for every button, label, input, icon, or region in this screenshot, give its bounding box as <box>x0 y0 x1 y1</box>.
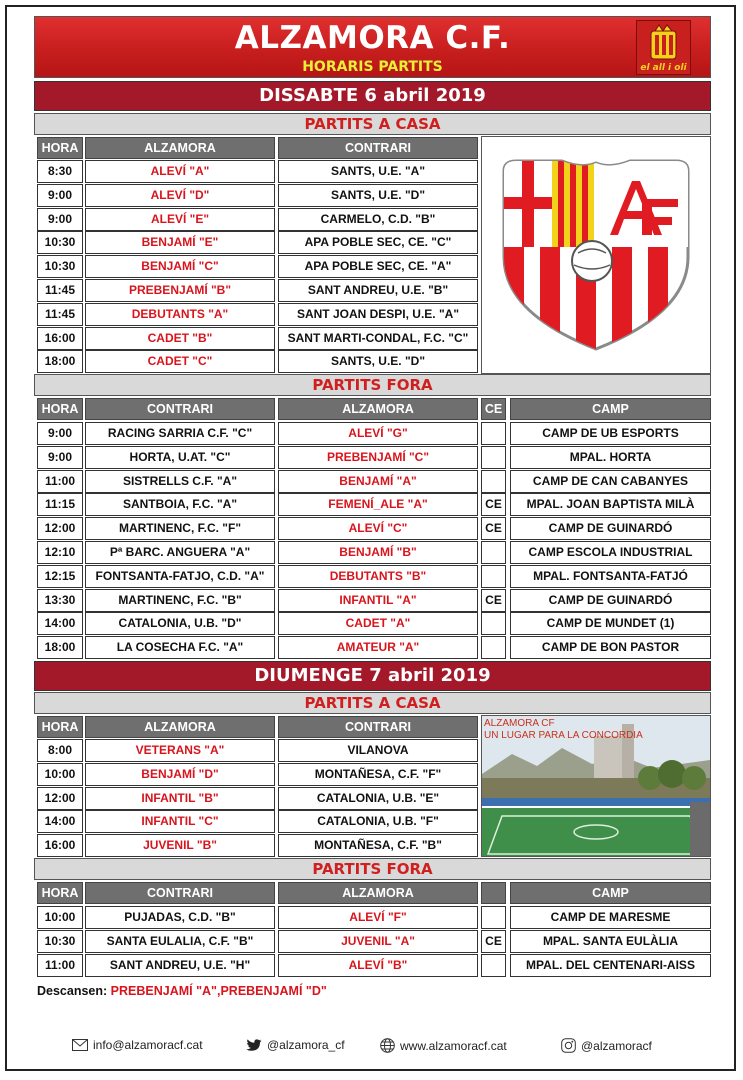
footer-twitter[interactable] <box>246 1038 345 1052</box>
sun-home-header-2: CONTRARI <box>278 716 478 738</box>
club-header <box>34 16 711 78</box>
sat-away-row-1-col-0: 9:00 <box>37 446 83 469</box>
sat-away-row-5-col-2: BENJAMÍ "B" <box>278 541 478 564</box>
mail-icon <box>72 1039 88 1051</box>
sat-away-header-3: CE <box>481 398 506 420</box>
sat-home-row-3-col-0: 10:30 <box>37 231 83 254</box>
sat-away-row-5-col-3 <box>481 541 506 564</box>
sun-home-header-1: ALZAMORA <box>85 716 275 738</box>
sat-away-row-0-col-4: CAMP DE UB ESPORTS <box>510 422 711 445</box>
footer-website[interactable] <box>380 1038 507 1053</box>
footer-instagram[interactable] <box>561 1038 652 1053</box>
sat-away-row-8-col-0: 14:00 <box>37 612 83 635</box>
sat-away-row-1-col-4: MPAL. HORTA <box>510 446 711 469</box>
club-title: ALZAMORA C.F. <box>234 20 511 56</box>
sat-away-row-3-col-0: 11:15 <box>37 493 83 516</box>
sat-away-row-0-col-0: 9:00 <box>37 422 83 445</box>
sat-away-row-6-col-4: MPAL. FONTSANTA-FATJÓ <box>510 565 711 588</box>
sun-home-row-1-col-2: MONTAÑESA, C.F. "F" <box>278 763 478 786</box>
saturday-away-title: PARTITS FORA <box>34 374 711 396</box>
sat-home-row-3-col-2: APA POBLE SEC, CE. "C" <box>278 231 478 254</box>
sat-home-row-7-col-2: SANT MARTI-CONDAL, F.C. "C" <box>278 327 478 350</box>
sun-away-header-1: CONTRARI <box>85 882 275 904</box>
sun-away-header-4: CAMP <box>510 882 711 904</box>
sat-away-row-8-col-3 <box>481 612 506 635</box>
sat-home-row-8-col-1: CADET "C" <box>85 350 275 373</box>
sun-away-row-0-col-0: 10:00 <box>37 906 83 929</box>
sat-home-row-0-col-1: ALEVÍ "A" <box>85 160 275 183</box>
sat-away-row-3-col-1: SANTBOIA, F.C. "A" <box>85 493 275 516</box>
sat-away-row-4-col-4: CAMP DE GUINARDÓ <box>510 517 711 540</box>
saturday-home-title: PARTITS A CASA <box>34 113 711 135</box>
sat-away-row-6-col-3 <box>481 565 506 588</box>
sat-away-row-6-col-0: 12:15 <box>37 565 83 588</box>
twitter-handle: @alzamora_cf <box>267 1038 345 1052</box>
sat-home-row-8-col-0: 18:00 <box>37 350 83 373</box>
sun-home-row-0-col-1: VETERANS "A" <box>85 739 275 762</box>
instagram-handle: @alzamoracf <box>581 1038 652 1053</box>
sat-home-row-2-col-1: ALEVÍ "E" <box>85 208 275 231</box>
sat-away-row-0-col-1: RACING SARRIA C.F. "C" <box>85 422 275 445</box>
sat-home-row-5-col-0: 11:45 <box>37 279 83 302</box>
sun-away-row-0-col-4: CAMP DE MARESME <box>510 906 711 929</box>
sun-away-row-1-col-0: 10:30 <box>37 930 83 953</box>
sun-home-row-1-col-0: 10:00 <box>37 763 83 786</box>
sun-home-row-4-col-0: 16:00 <box>37 834 83 857</box>
sat-home-row-6-col-2: SANT JOAN DESPI, U.E. "A" <box>278 303 478 326</box>
schedule-subtitle: HORARIS PARTITS <box>302 59 443 75</box>
sat-away-row-8-col-2: CADET "A" <box>278 612 478 635</box>
photo-caption-slogan: UN LUGAR PARA LA CONCORDIA <box>484 730 643 741</box>
sat-away-row-7-col-2: INFANTIL "A" <box>278 589 478 612</box>
sun-home-row-4-col-1: JUVENIL "B" <box>85 834 275 857</box>
sat-home-row-5-col-1: PREBENJAMÍ "B" <box>85 279 275 302</box>
sun-away-row-1-col-4: MPAL. SANTA EULÀLIA <box>510 930 711 953</box>
sat-home-row-8-col-2: SANTS, U.E. "D" <box>278 350 478 373</box>
sat-home-row-4-col-2: APA POBLE SEC, CE. "A" <box>278 255 478 278</box>
sat-away-row-4-col-2: ALEVÍ "C" <box>278 517 478 540</box>
sat-away-row-0-col-2: ALEVÍ "G" <box>278 422 478 445</box>
sat-home-row-6-col-1: DEBUTANTS "A" <box>85 303 275 326</box>
sat-home-row-7-col-0: 16:00 <box>37 327 83 350</box>
photo-caption-club: ALZAMORA CF <box>484 718 555 729</box>
sat-home-row-2-col-0: 9:00 <box>37 208 83 231</box>
sun-home-row-2-col-1: INFANTIL "B" <box>85 787 275 810</box>
instagram-icon <box>561 1038 576 1053</box>
sat-away-row-9-col-2: AMATEUR "A" <box>278 636 478 659</box>
sun-away-row-2-col-4: MPAL. DEL CENTENARI-AISS <box>510 954 711 977</box>
stadium-photo <box>481 715 711 857</box>
sat-away-row-5-col-0: 12:10 <box>37 541 83 564</box>
sat-away-row-7-col-0: 13:30 <box>37 589 83 612</box>
sun-home-row-0-col-2: VILANOVA <box>278 739 478 762</box>
saturday-day-bar: DISSABTE 6 abril 2019 <box>34 81 711 111</box>
sat-away-header-4: CAMP <box>510 398 711 420</box>
sat-away-row-3-col-3: CE <box>481 493 506 516</box>
sun-home-row-3-col-1: INFANTIL "C" <box>85 810 275 833</box>
club-crest <box>481 136 711 374</box>
sun-away-header-3 <box>481 882 506 904</box>
sun-away-row-1-col-2: JUVENIL "A" <box>278 930 478 953</box>
sat-away-row-5-col-4: CAMP ESCOLA INDUSTRIAL <box>510 541 711 564</box>
sun-away-row-2-col-1: SANT ANDREU, U.E. "H" <box>85 954 275 977</box>
sat-away-row-2-col-1: SISTRELLS C.F. "A" <box>85 470 275 493</box>
sunday-home-title: PARTITS A CASA <box>34 692 711 714</box>
sun-away-row-0-col-1: PUJADAS, C.D. "B" <box>85 906 275 929</box>
sat-home-row-4-col-1: BENJAMÍ "C" <box>85 255 275 278</box>
twitter-icon <box>246 1039 262 1052</box>
footer-email[interactable] <box>72 1038 203 1052</box>
sun-home-row-0-col-0: 8:00 <box>37 739 83 762</box>
sat-away-row-2-col-0: 11:00 <box>37 470 83 493</box>
sat-home-header-1: ALZAMORA <box>85 137 275 159</box>
sat-home-row-3-col-1: BENJAMÍ "E" <box>85 231 275 254</box>
sat-home-row-1-col-1: ALEVÍ "D" <box>85 184 275 207</box>
sat-away-row-1-col-1: HORTA, U.AT. "C" <box>85 446 275 469</box>
sat-away-row-9-col-0: 18:00 <box>37 636 83 659</box>
sat-away-row-1-col-3 <box>481 446 506 469</box>
sun-away-row-2-col-3 <box>481 954 506 977</box>
sat-away-row-8-col-4: CAMP DE MUNDET (1) <box>510 612 711 635</box>
logo-text: el all i oli <box>640 63 687 73</box>
sun-away-header-0: HORA <box>37 882 83 904</box>
sun-away-header-2: ALZAMORA <box>278 882 478 904</box>
sat-away-row-7-col-1: MARTINENC, F.C. "B" <box>85 589 275 612</box>
sat-away-row-8-col-1: CATALONIA, U.B. "D" <box>85 612 275 635</box>
sun-away-row-0-col-3 <box>481 906 506 929</box>
sat-home-row-6-col-0: 11:45 <box>37 303 83 326</box>
sat-away-row-4-col-1: MARTINENC, F.C. "F" <box>85 517 275 540</box>
globe-icon <box>380 1038 395 1053</box>
sat-away-row-9-col-1: LA COSECHA F.C. "A" <box>85 636 275 659</box>
sat-away-row-4-col-3: CE <box>481 517 506 540</box>
resting-label: Descansen: <box>37 984 108 998</box>
sat-home-header-0: HORA <box>37 137 83 159</box>
sun-home-row-3-col-2: CATALONIA, U.B. "F" <box>278 810 478 833</box>
sat-away-row-2-col-4: CAMP DE CAN CABANYES <box>510 470 711 493</box>
sat-away-row-0-col-3 <box>481 422 506 445</box>
sun-home-row-2-col-2: CATALONIA, U.B. "E" <box>278 787 478 810</box>
sun-home-header-0: HORA <box>37 716 83 738</box>
sat-home-row-1-col-0: 9:00 <box>37 184 83 207</box>
sat-away-row-7-col-4: CAMP DE GUINARDÓ <box>510 589 711 612</box>
sun-away-row-1-col-3: CE <box>481 930 506 953</box>
sat-home-row-5-col-2: SANT ANDREU, U.E. "B" <box>278 279 478 302</box>
sat-away-header-1: CONTRARI <box>85 398 275 420</box>
sat-away-row-3-col-4: MPAL. JOAN BAPTISTA MILÀ <box>510 493 711 516</box>
sat-away-header-0: HORA <box>37 398 83 420</box>
sat-away-row-6-col-2: DEBUTANTS "B" <box>278 565 478 588</box>
sunday-away-title: PARTITS FORA <box>34 858 711 880</box>
resting-teams-list: PREBENJAMÍ "A",PREBENJAMÍ "D" <box>110 984 327 998</box>
sat-home-row-7-col-1: CADET "B" <box>85 327 275 350</box>
sunday-day-bar: DIUMENGE 7 abril 2019 <box>34 661 711 691</box>
sat-away-row-1-col-2: PREBENJAMÍ "C" <box>278 446 478 469</box>
sat-home-row-4-col-0: 10:30 <box>37 255 83 278</box>
sun-home-row-2-col-0: 12:00 <box>37 787 83 810</box>
sat-away-row-7-col-3: CE <box>481 589 506 612</box>
sun-home-row-1-col-1: BENJAMÍ "D" <box>85 763 275 786</box>
website-text: www.alzamoracf.cat <box>400 1038 507 1053</box>
resting-teams <box>37 984 327 998</box>
sat-home-header-2: CONTRARI <box>278 137 478 159</box>
sat-away-row-2-col-2: BENJAMÍ "A" <box>278 470 478 493</box>
sun-home-row-3-col-0: 14:00 <box>37 810 83 833</box>
sun-away-row-0-col-2: ALEVÍ "F" <box>278 906 478 929</box>
sat-away-row-5-col-1: Pª BARC. ANGUERA "A" <box>85 541 275 564</box>
club-logo <box>636 20 691 75</box>
sat-away-header-2: ALZAMORA <box>278 398 478 420</box>
sun-away-row-2-col-0: 11:00 <box>37 954 83 977</box>
sun-away-row-2-col-2: ALEVÍ "B" <box>278 954 478 977</box>
email-text: info@alzamoracf.cat <box>93 1038 203 1052</box>
sat-away-row-3-col-2: FEMENÍ_ALE "A" <box>278 493 478 516</box>
sat-away-row-9-col-4: CAMP DE BON PASTOR <box>510 636 711 659</box>
sun-home-row-4-col-2: MONTAÑESA, C.F. "B" <box>278 834 478 857</box>
sat-home-row-0-col-0: 8:30 <box>37 160 83 183</box>
sun-away-row-1-col-1: SANTA EULALIA, C.F. "B" <box>85 930 275 953</box>
sat-away-row-4-col-0: 12:00 <box>37 517 83 540</box>
sat-home-row-1-col-2: SANTS, U.E. "D" <box>278 184 478 207</box>
sat-away-row-6-col-1: FONTSANTA-FATJO, C.D. "A" <box>85 565 275 588</box>
sat-home-row-2-col-2: CARMELO, C.D. "B" <box>278 208 478 231</box>
sat-home-row-0-col-2: SANTS, U.E. "A" <box>278 160 478 183</box>
sat-away-row-9-col-3 <box>481 636 506 659</box>
sat-away-row-2-col-3 <box>481 470 506 493</box>
